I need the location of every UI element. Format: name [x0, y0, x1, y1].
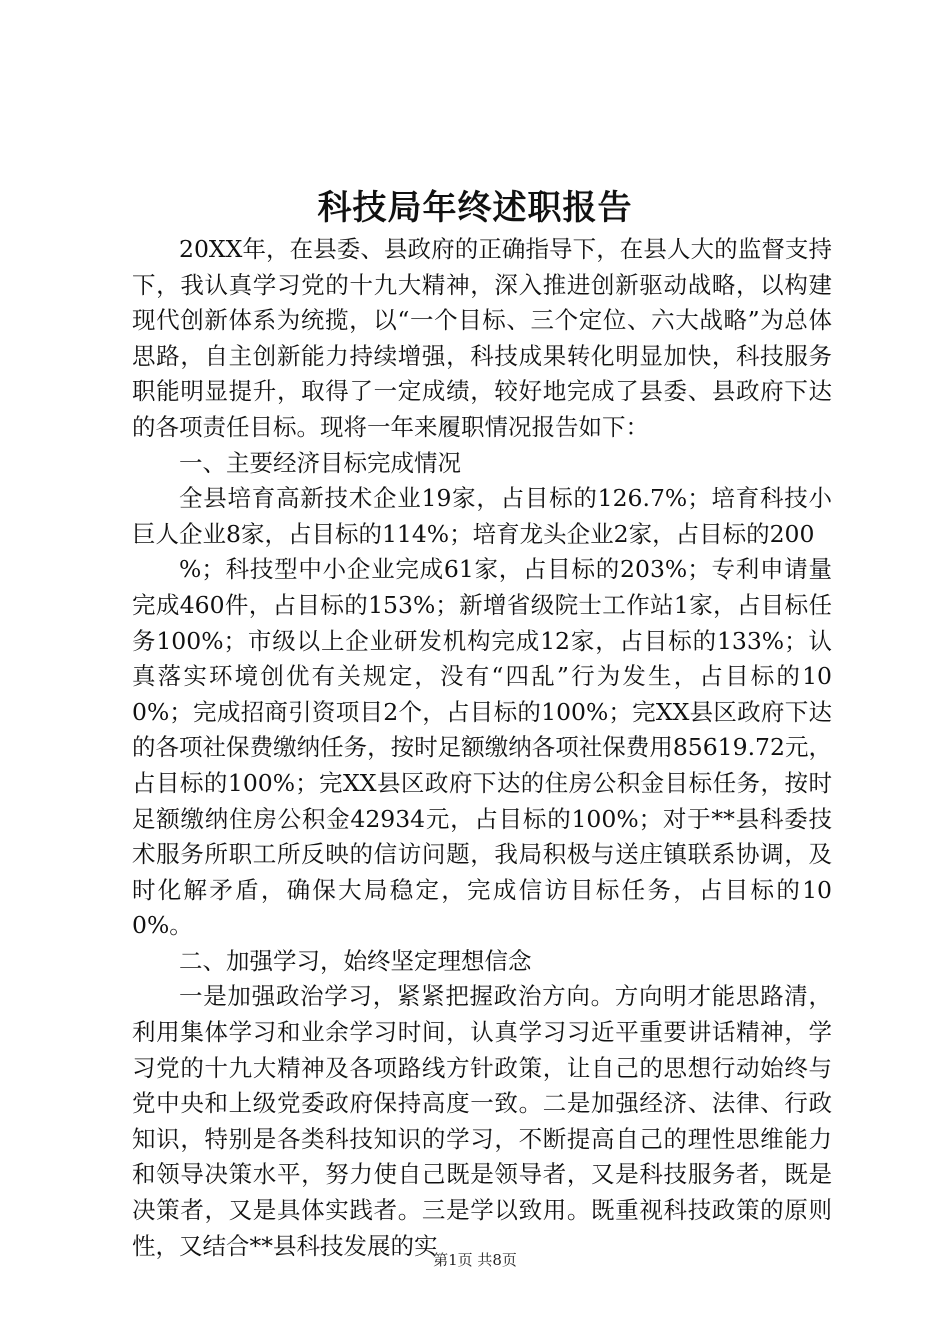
page-footer: 第1页 共8页	[433, 1251, 517, 1269]
section-heading-1: 一、主要经济目标完成情况	[179, 448, 461, 477]
document-body	[132, 232, 832, 1264]
paragraph-study: 一是加强政治学习，紧紧把握政治方向。方向明才能思路清，利用集体学习和业余学习时间，认真学习习近平重要讲话精神，学习党的十九大精神及各项路线方针政策，让自己的思想行动始终与党中央和上级党委政府保持高度一致。二是加强经济、法律、行政知识，特别是各类科技知识的学习，不断提高自己的理性思维能力和领导决策水平，努力使自己既是领导者，又是科技服务者，既是决策者，又是具体实践者。三是学以致用。既重视科技政策的原则性，又结合**县科技发展的实	[132, 982, 832, 1260]
section-heading-2: 二、加强学习，始终坚定理想信念	[179, 946, 532, 975]
paragraph-targets-part2: %；科技型中小企业完成61家，占目标的203%；专利申请量完成460件，占目标的153%；新增省级院士工作站1家，占目标任务100%；市级以上企业研发机构完成12家，占目标的133%；认真落实环境创优有关规定，没有“四乱”行为发生，占目标的100%；完成招商引资项目2个，占目标的100%；完XX县区政府下达的各项社保费缴纳任务，按时足额缴纳各项社保费用85619.72元，占目标的100%；完XX县区政府下达的住房公积金目标任务，按时足额缴纳住房公积金42934元，占目标的100%；对于**县科委技术服务所职工所反映的信访问题，我局积极与送庄镇联系协调，及时化解矛盾，确保大局稳定，完成信访目标任务，占目标的100%。	[132, 555, 832, 940]
document-title: 科技局年终述职报告	[317, 188, 633, 228]
paragraph-intro: 20XX年，在县委、县政府的正确指导下，在县人大的监督支持下，我认真学习党的十九大精神，深入推进创新驱动战略，以构建现代创新体系为统揽，以“一个目标、三个定位、六大战略”为总体思路，自主创新能力持续增强，科技成果转化明显加快，科技服务职能明显提升，取得了一定成绩，较好地完成了县委、县政府下达的各项责任目标。现将一年来履职情况报告如下：	[132, 235, 832, 441]
paragraph-targets-part1: 全县培育高新技术企业19家，占目标的126.7%；培育科技小巨人企业8家，占目标的114%；培育龙头企业2家，占目标的200	[132, 484, 832, 548]
